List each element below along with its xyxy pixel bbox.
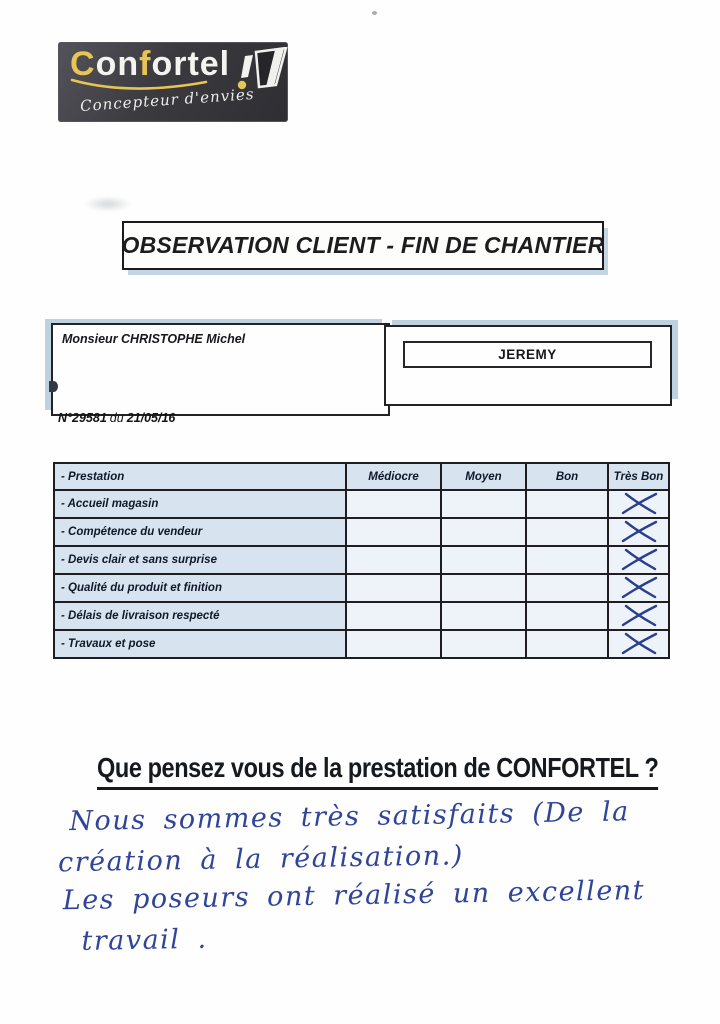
rating-cell-mediocre — [346, 518, 441, 546]
client-name: Monsieur CHRISTOPHE Michel — [62, 332, 246, 346]
col-header-prestation: - Prestation — [54, 463, 346, 490]
rating-cell-bon — [526, 518, 608, 546]
ratings-header-row — [54, 463, 669, 490]
rating-cell-tres-bon — [608, 630, 669, 658]
rating-row — [54, 574, 669, 602]
rating-cell-moyen — [441, 490, 526, 518]
col-header-tres-bon: Très Bon — [608, 463, 669, 490]
rating-cell-bon — [526, 602, 608, 630]
scan-smudge — [84, 196, 132, 212]
rating-cell-mediocre — [346, 490, 441, 518]
rating-cell-moyen — [441, 574, 526, 602]
row-label: - Délais de livraison respecté — [54, 602, 346, 630]
row-label: - Compétence du vendeur — [54, 518, 346, 546]
row-label: - Travaux et pose — [54, 630, 346, 658]
col-header-bon: Bon — [526, 463, 608, 490]
rating-cell-bon — [526, 630, 608, 658]
logo-letter-f: f — [139, 45, 152, 83]
rating-cell-tres-bon — [608, 490, 669, 518]
logo-tagline: Concepteur d'envies — [79, 84, 256, 116]
x-mark-icon — [619, 491, 659, 517]
reference-prefix: N° — [58, 411, 73, 425]
comment-line: travail . — [81, 923, 208, 957]
comment-line: création à la réalisation.) — [57, 840, 465, 879]
rating-cell-tres-bon — [608, 574, 669, 602]
rating-cell-moyen — [441, 518, 526, 546]
rating-cell-moyen — [441, 630, 526, 658]
rating-cell-mediocre — [346, 630, 441, 658]
client-name-box — [51, 323, 390, 416]
row-label: - Devis clair et sans surprise — [54, 546, 346, 574]
advisor-box — [384, 325, 672, 406]
rating-row — [54, 602, 669, 630]
comment-line: Nous sommes très satisfaits (De la — [69, 796, 630, 838]
reference-connector: du — [109, 411, 124, 425]
rating-cell-mediocre — [346, 602, 441, 630]
x-mark-icon — [619, 603, 659, 629]
rating-cell-bon — [526, 574, 608, 602]
scan-speck — [372, 11, 377, 15]
rating-cell-mediocre — [346, 574, 441, 602]
reference-date: 21/05/16 — [126, 411, 176, 425]
rating-cell-tres-bon — [608, 546, 669, 574]
form-title: OBSERVATION CLIENT - FIN DE CHANTIER — [121, 232, 605, 258]
rating-row — [54, 490, 669, 518]
rating-cell-bon — [526, 490, 608, 518]
rating-cell-bon — [526, 546, 608, 574]
comment-line: Les poseurs ont réalisé un excellent — [62, 875, 646, 917]
order-reference — [58, 411, 175, 425]
rating-row — [54, 546, 669, 574]
x-mark-icon — [619, 575, 659, 601]
reference-number: 29581 — [72, 411, 107, 425]
row-label: - Qualité du produit et finition — [54, 574, 346, 602]
logo-brand-text: Confortel — [70, 45, 231, 83]
rating-cell-moyen — [441, 546, 526, 574]
col-header-moyen: Moyen — [441, 463, 526, 490]
rating-row — [54, 630, 669, 658]
col-header-mediocre: Médiocre — [346, 463, 441, 490]
x-mark-icon — [619, 519, 659, 545]
form-title-box — [122, 221, 604, 270]
question-heading: Que pensez vous de la prestation de CONFORTEL ? — [97, 752, 658, 790]
rating-cell-tres-bon — [608, 602, 669, 630]
rating-cell-tres-bon — [608, 518, 669, 546]
ratings-table — [53, 462, 670, 659]
confortel-logo — [58, 42, 288, 122]
row-label: - Accueil magasin — [54, 490, 346, 518]
rating-row — [54, 518, 669, 546]
logo-letter-c: C — [70, 45, 96, 83]
advisor-name: JEREMY — [498, 347, 557, 362]
scan-ink-blob — [49, 381, 58, 392]
rating-cell-mediocre — [346, 546, 441, 574]
x-mark-icon — [619, 547, 659, 573]
advisor-name-box — [403, 341, 652, 368]
x-mark-icon — [619, 631, 659, 657]
rating-cell-moyen — [441, 602, 526, 630]
